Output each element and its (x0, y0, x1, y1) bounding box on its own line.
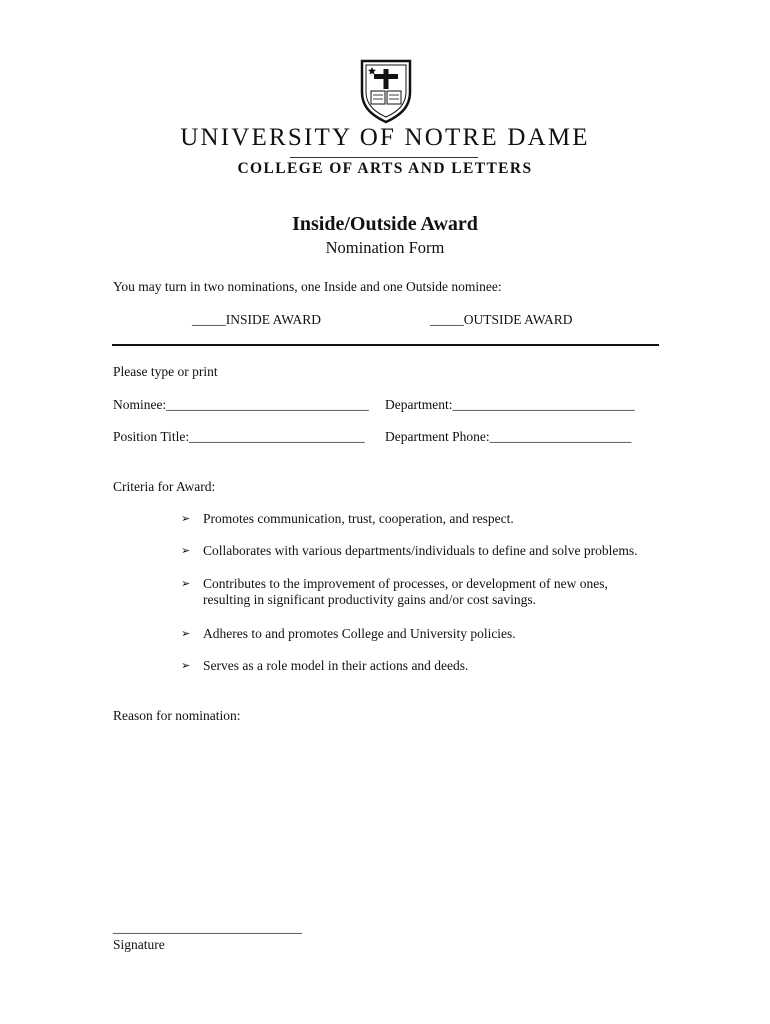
list-item (181, 511, 514, 527)
list-item (181, 543, 638, 559)
list-item (181, 626, 516, 642)
nominee-field[interactable]: Nominee:______________________________ (113, 397, 369, 412)
list-item (181, 658, 468, 674)
department-field[interactable]: Department:___________________________ (385, 397, 635, 412)
criteria-text: Serves as a role model in their actions and deeds. (203, 658, 469, 673)
university-name: UNIVERSITY OF NOTRE DAME (180, 124, 590, 151)
criteria-text: Contributes to the improvement of processes, or development of new ones, (203, 576, 608, 591)
criteria-text: Promotes communication, trust, cooperation, and respect. (203, 511, 514, 526)
form-title: Inside/Outside Award (292, 213, 478, 235)
arrow-bullet-icon: ➢ (181, 545, 191, 557)
criteria-text: Collaborates with various departments/individuals to define and solve problems. (203, 543, 638, 558)
college-name: COLLEGE OF ARTS AND LETTERS (237, 160, 533, 177)
arrow-bullet-icon: ➢ (181, 578, 191, 590)
header-divider (290, 157, 478, 158)
instruction-text: Please type or print (113, 364, 218, 379)
signature-label: Signature (113, 937, 165, 952)
arrow-bullet-icon: ➢ (181, 628, 191, 640)
reason-label: Reason for nomination: (113, 708, 241, 723)
signature-line[interactable]: ____________________________ (113, 920, 302, 935)
position-title-field[interactable]: Position Title:__________________________ (113, 429, 365, 444)
arrow-bullet-icon: ➢ (181, 660, 191, 672)
list-item (181, 576, 608, 608)
criteria-text: Adheres to and promotes College and University policies. (203, 626, 516, 641)
inside-award-option[interactable]: _____INSIDE AWARD (192, 312, 322, 327)
university-shield-icon (359, 58, 413, 124)
outside-award-option[interactable]: _____OUTSIDE AWARD (430, 312, 573, 327)
intro-text: You may turn in two nominations, one Inside and one Outside nominee: (113, 279, 502, 294)
form-subtitle: Nomination Form (325, 238, 445, 257)
department-phone-field[interactable]: Department Phone:_____________________ (385, 429, 632, 444)
criteria-heading: Criteria for Award: (113, 479, 216, 494)
arrow-bullet-icon: ➢ (181, 513, 191, 525)
criteria-text: resulting in significant productivity gains and/or cost savings. (203, 592, 536, 607)
section-divider (112, 344, 659, 346)
